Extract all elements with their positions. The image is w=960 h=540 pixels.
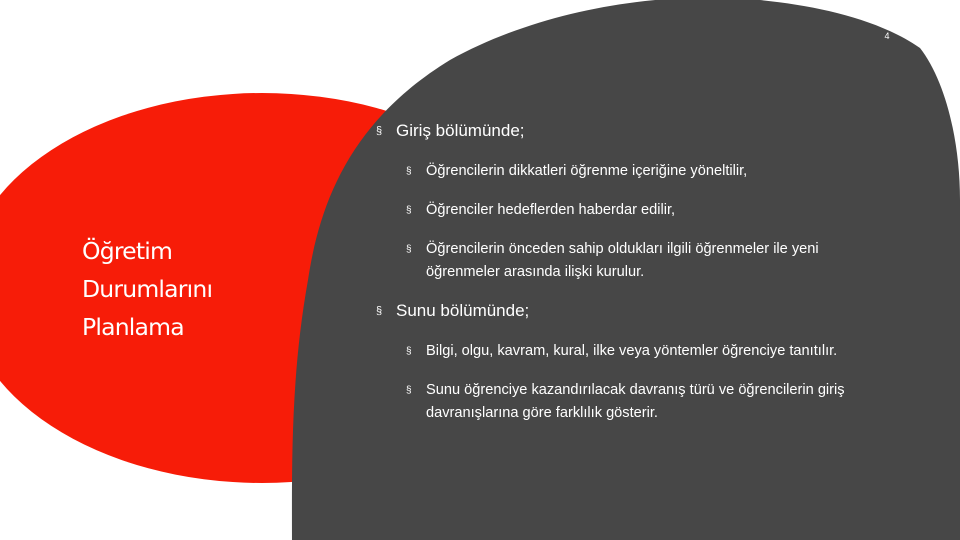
heading-text: Giriş bölümünde; xyxy=(396,121,525,140)
list-item xyxy=(406,199,916,222)
heading-text: Sunu bölümünde; xyxy=(396,301,530,320)
list-item-text: Sunu öğrenciye kazandırılacak davranış türü ve öğrencilerin giriş davranışlarına göre farklılık gösterir. xyxy=(426,382,845,421)
bullet-icon: § xyxy=(376,305,383,317)
section-heading-sunu xyxy=(376,300,916,322)
bullet-icon: § xyxy=(406,346,412,357)
bullet-icon: § xyxy=(406,205,412,216)
list-item-text: Öğrenciler hedeflerden haberdar edilir, xyxy=(426,202,676,218)
bullet-icon: § xyxy=(406,385,412,396)
section-heading-giris xyxy=(376,120,916,142)
bullet-icon: § xyxy=(406,244,412,255)
list-item-text: Öğrencilerin dikkatleri öğrenme içeriğine yöneltilir, xyxy=(426,163,748,179)
list-item xyxy=(406,238,866,284)
list-item xyxy=(406,160,916,183)
title-line: Planlama xyxy=(82,313,184,341)
list-item-text: Öğrencilerin önceden sahip oldukları ilgili öğrenmeler ile yeni öğrenmeler arasında ilişki kurulur. xyxy=(426,241,819,280)
list-item-text: Bilgi, olgu, kavram, kural, ilke veya yöntemler öğrenciye tanıtılır. xyxy=(426,343,838,359)
title-line: Durumlarını xyxy=(82,275,213,303)
page-number: 4 xyxy=(884,31,890,41)
bullet-icon: § xyxy=(406,166,412,177)
list-item xyxy=(406,340,896,363)
list-item xyxy=(406,379,866,425)
title-line: Öğretim xyxy=(82,237,173,265)
slide-title xyxy=(82,232,272,346)
bullet-icon: § xyxy=(376,125,383,137)
content-body xyxy=(376,120,916,441)
